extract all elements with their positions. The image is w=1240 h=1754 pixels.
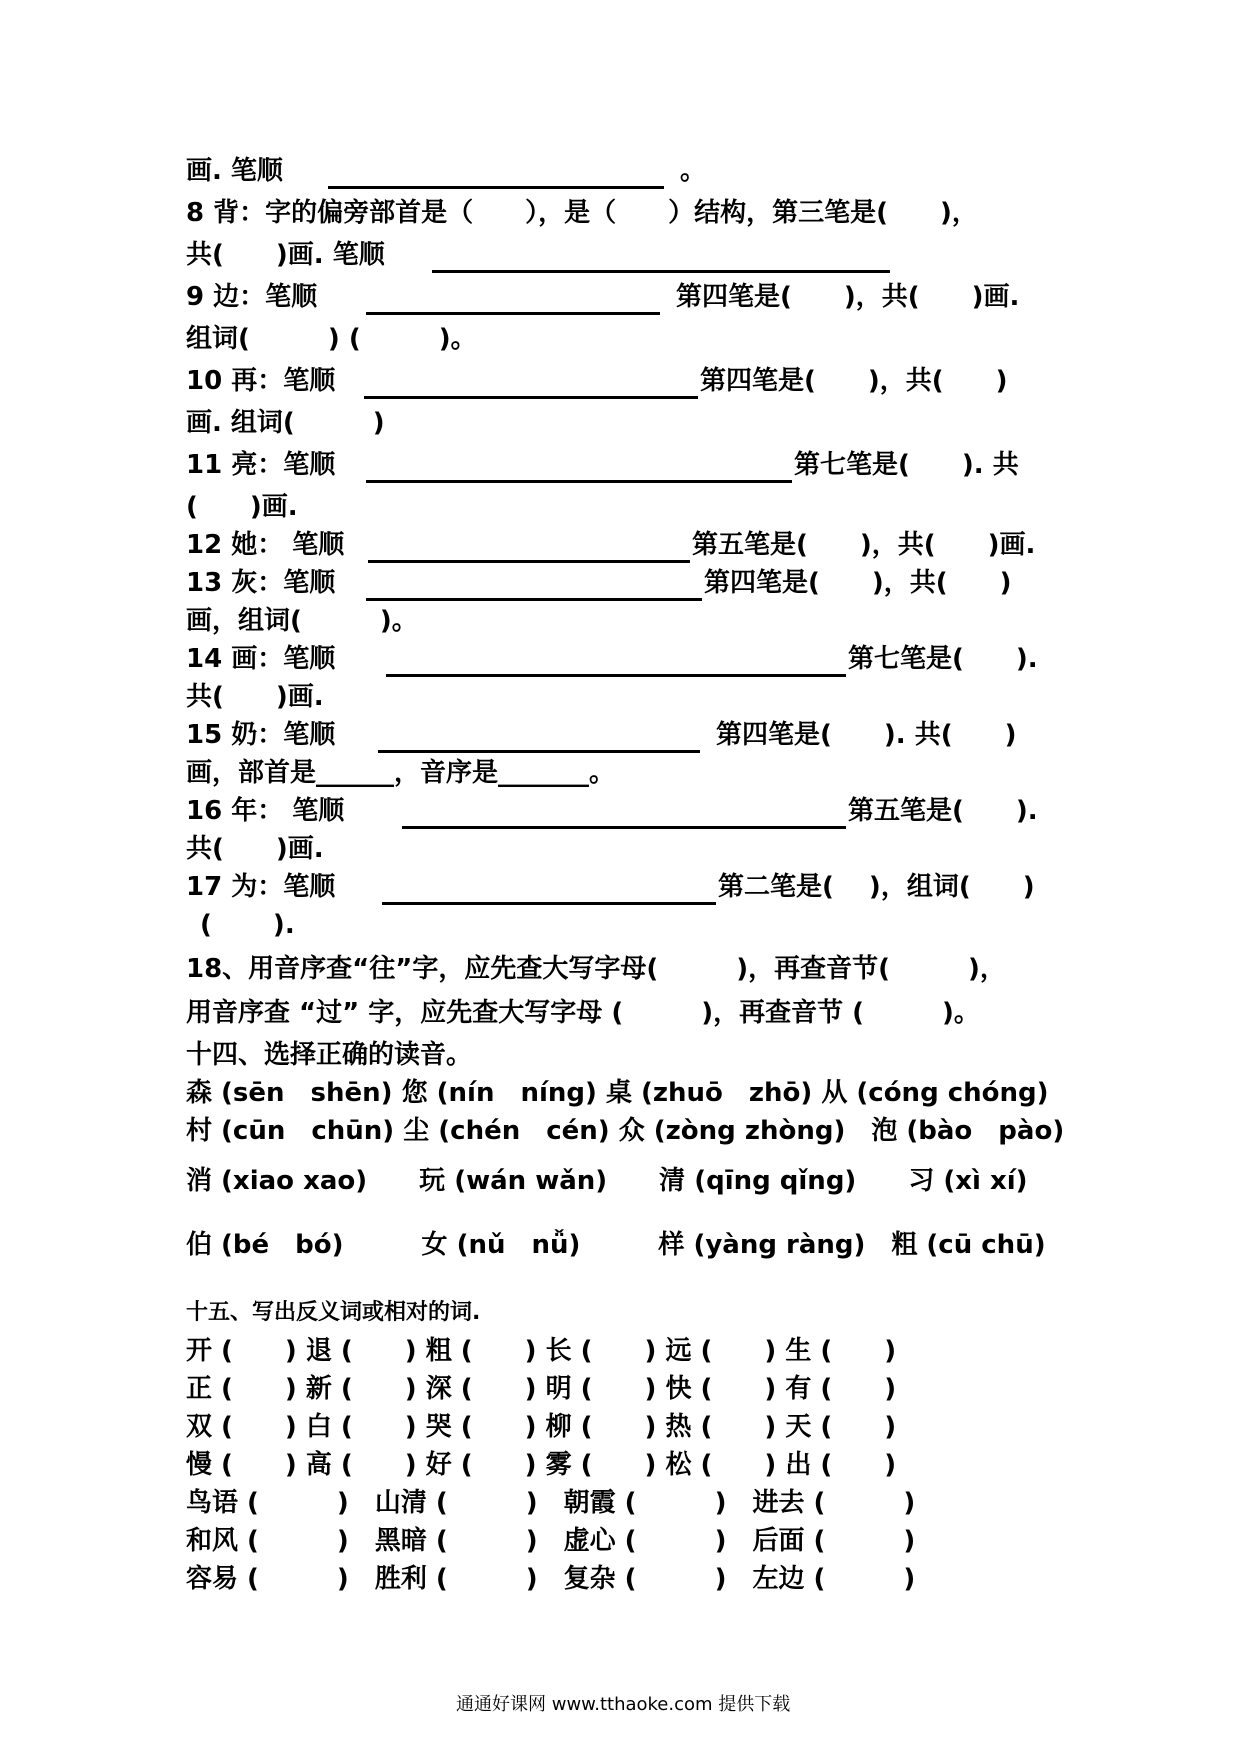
line-26: 伯 (bé bó) 女 (nǔ nǚ) 样 (yàng ràng) 粗 (cū chū) [186,1230,1046,1260]
line-12a: 14 画：笔顺 [186,644,336,674]
line-17: 共( )画. [186,834,324,864]
line-19: ( ). [200,910,295,940]
line-24: 村 (cūn chūn) 尘 (chén cén) 众 (zòng zhòng) 泡 (bào pào) [186,1116,1065,1146]
line-0b: 。 [680,156,707,186]
line-14b: 第四笔是( ). 共( ) [716,720,1017,750]
line-27: 十五、写出反义词或相对的词. [186,1300,481,1325]
line-31: 慢 ( ) 高 ( ) 好 ( ) 雾 ( ) 松 ( ) 出 ( ) [186,1450,897,1480]
answer-line [366,480,792,483]
line-10a: 13 灰：笔顺 [186,568,336,598]
line-6: 画. 组词( ) [186,408,385,438]
answer-line [378,750,700,753]
line-15: 画，部首是______，音序是_______。 [186,758,616,788]
line-0a: 画. 笔顺 [186,156,283,186]
line-34: 容易 ( ) 胜利 ( ) 复杂 ( ) 左边 ( ) [186,1564,916,1594]
answer-line [386,674,846,677]
line-1: 8 背：字的偏旁部首是（ ），是（ ）结构，第三笔是( )， [186,198,978,228]
line-3b: 第四笔是( )，共( )画. [676,282,1020,312]
line-23: 森 (sēn shēn) 您 (nín níng) 桌 (zhuō zhō) 从 (cóng chóng) [186,1078,1049,1108]
line-13: 共( )画. [186,682,324,712]
line-5a: 10 再：笔顺 [186,366,336,396]
line-8: ( )画. [186,492,298,522]
line-21: 用音序查 “过” 字，应先查大写字母 ( )，再查音节 ( )。 [186,998,980,1028]
line-4: 组词( ) ( )。 [186,324,477,354]
line-7a: 11 亮：笔顺 [186,450,336,480]
answer-line [382,902,716,905]
line-3a: 9 边：笔顺 [186,282,318,312]
line-16b: 第五笔是( ). [848,796,1038,826]
answer-line [366,312,660,315]
page-footer: 通通好课网 www.tthaoke.com 提供下载 [456,1694,791,1715]
answer-line [364,396,698,399]
line-2: 共( )画. 笔顺 [186,240,385,270]
line-20: 18、用音序查“往”字，应先查大写字母( )，再查音节( )， [186,954,1006,984]
line-28: 开 ( ) 退 ( ) 粗 ( ) 长 ( ) 远 ( ) 生 ( ) [186,1336,897,1366]
line-25: 消 (xiao xao) 玩 (wán wǎn) 清 (qīng qǐng) 习 (xì xí) [186,1166,1028,1196]
answer-line [366,598,702,601]
answer-line [368,560,690,563]
line-7b: 第七笔是( ). 共 [794,450,1019,480]
line-18b: 第二笔是( )，组词( ) [718,872,1035,902]
line-9a: 12 她： 笔顺 [186,530,345,560]
line-33: 和风 ( ) 黑暗 ( ) 虚心 ( ) 后面 ( ) [186,1526,916,1556]
line-12b: 第七笔是( ). [848,644,1038,674]
line-29: 正 ( ) 新 ( ) 深 ( ) 明 ( ) 快 ( ) 有 ( ) [186,1374,897,1404]
answer-line [402,826,846,829]
line-30: 双 ( ) 白 ( ) 哭 ( ) 柳 ( ) 热 ( ) 天 ( ) [186,1412,897,1442]
line-14a: 15 奶：笔顺 [186,720,336,750]
line-18a: 17 为：笔顺 [186,872,336,902]
answer-line [328,186,664,189]
line-5b: 第四笔是( )，共( ) [700,366,1008,396]
answer-line [432,270,890,273]
line-32: 鸟语 ( ) 山清 ( ) 朝霞 ( ) 进去 ( ) [186,1488,916,1518]
line-9b: 第五笔是( )，共( )画. [692,530,1036,560]
line-11: 画，组词( )。 [186,606,418,636]
line-22: 十四、选择正确的读音。 [186,1040,473,1070]
line-10b: 第四笔是( )，共( ) [704,568,1012,598]
line-16a: 16 年： 笔顺 [186,796,345,826]
